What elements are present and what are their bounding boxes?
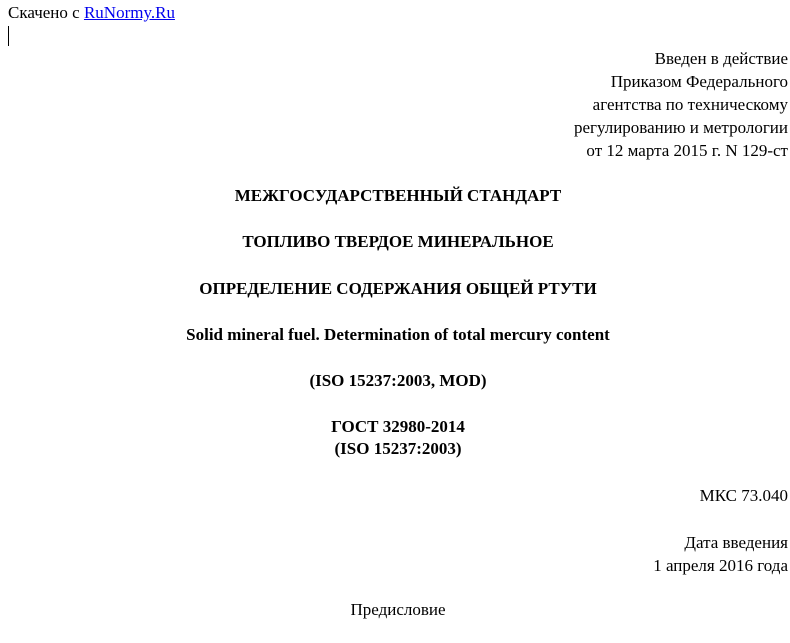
enactment-line: Приказом Федерального [610,72,788,91]
enactment-line: Введен в действие [654,49,788,68]
gost-number: ГОСТ 32980-2014 [331,417,465,436]
runormy-link[interactable]: RuNormy.Ru [83,3,175,22]
gost-block [0,416,790,460]
standard-type-heading: МЕЖГОСУДАРСТВЕННЫЙ СТАНДАРТ [234,186,562,205]
introduction-date-block [653,531,788,577]
enactment-line: регулированию и метрологии [573,118,788,137]
introduction-date-label: Дата введения [684,533,788,552]
introduction-date-value: 1 апреля 2016 года [653,556,788,575]
enactment-line: агентства по техническому [592,95,788,114]
downloaded-from-line [8,3,175,23]
standard-name-line1: ТОПЛИВО ТВЕРДОЕ МИНЕРАЛЬНОЕ [242,232,554,251]
enactment-line: от 12 марта 2015 г. N 129-ст [586,141,788,160]
enactment-block [574,47,788,162]
text-cursor [8,26,9,46]
standard-name-line2: ОПРЕДЕЛЕНИЕ СОДЕРЖАНИЯ ОБЩЕЙ РТУТИ [199,279,597,298]
iso-mod-reference: (ISO 15237:2003, MOD) [309,371,487,390]
iso-reference: (ISO 15237:2003) [334,439,462,458]
foreword-heading: Предисловие [350,600,446,619]
english-title: Solid mineral fuel. Determination of total mercury content [186,325,610,344]
mks-code: МКС 73.040 [699,486,788,505]
downloaded-prefix: Скачено с [8,3,80,22]
